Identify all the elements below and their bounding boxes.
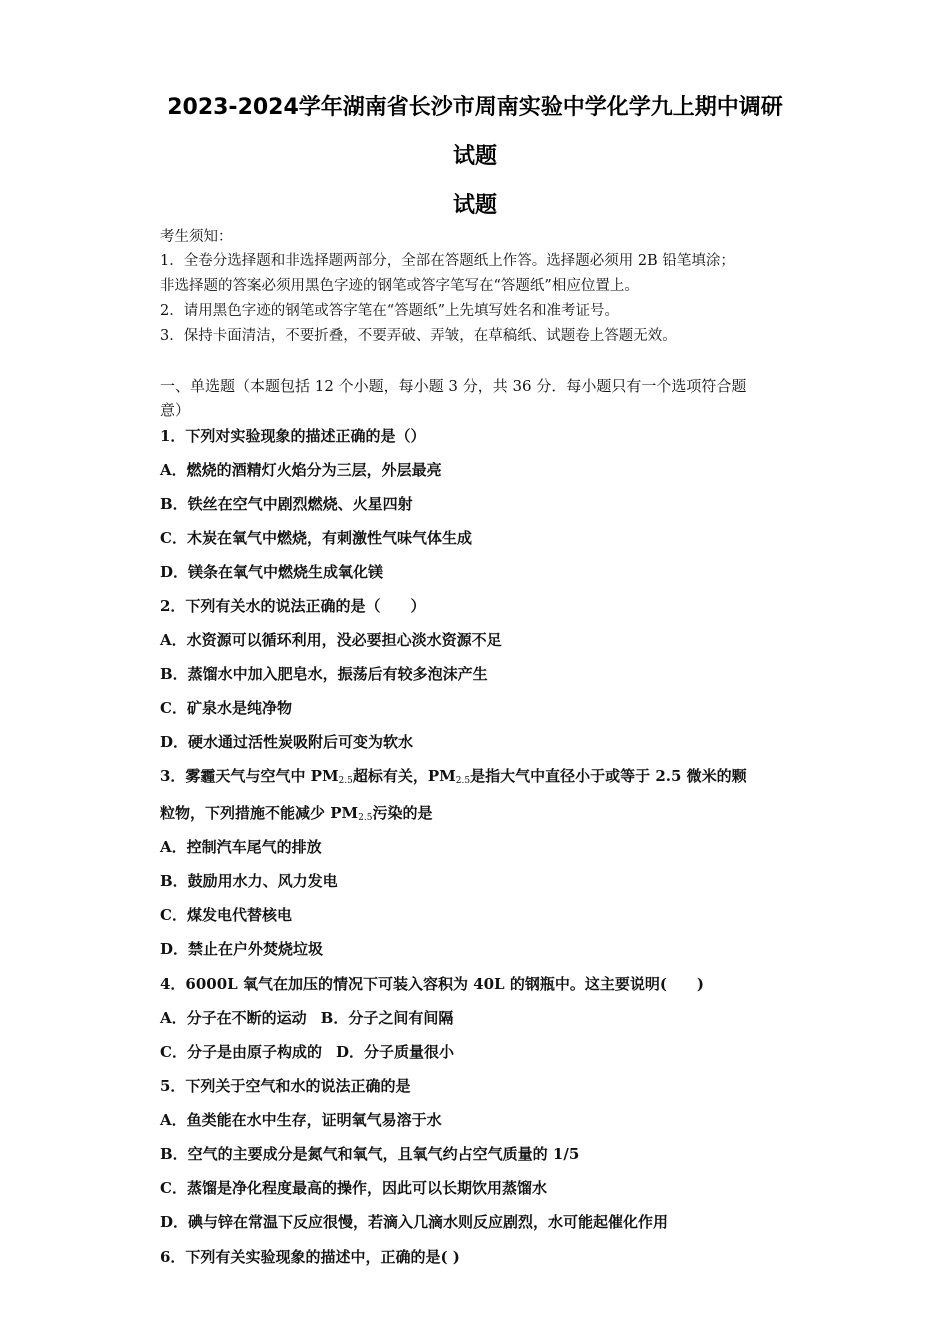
question-1-stem: 1．下列对实验现象的描述正确的是（） (160, 427, 426, 445)
question-1-option-a: A．燃烧的酒精灯火焰分为三层，外层最亮 (160, 461, 442, 479)
question-3-stem-line1 (160, 766, 747, 791)
question-1-option-c: C．木炭在氧气中燃烧，有刺激性气味气体生成 (160, 529, 472, 547)
exam-title-line2: 试题 (452, 144, 497, 169)
notice-item-1b: 非选择题的答案必须用黑色字迹的钢笔或答字笔写在“答题纸”相应位置上。 (160, 278, 639, 294)
question-3-stem-line2 (160, 803, 432, 828)
question-4-options-row2 (160, 1042, 454, 1062)
question-6-stem: 6．下列有关实验现象的描述中，正确的是( ) (160, 1248, 460, 1266)
question-3-option-c: C．煤发电代替核电 (160, 906, 292, 924)
question-4-option-d: D．分子质量很小 (335, 1043, 454, 1061)
question-3-option-d: D．禁止在户外焚烧垃圾 (160, 940, 324, 958)
question-1-option-b: B．铁丝在空气中剧烈燃烧、火星四射 (160, 495, 413, 513)
section-heading-line2: 意） (160, 401, 191, 419)
question-3-option-a: A．控制汽车尾气的排放 (160, 838, 322, 856)
question-3-text-part3: 是指大气中直径小于或等于 2.5 微米的颗 (470, 767, 747, 785)
question-3-option-b: B．鼓励用水力、风力发电 (160, 872, 338, 890)
question-3-text-part2: 超标有关，PM (352, 767, 456, 785)
question-5-option-c: C．蒸馏是净化程度最高的操作，因此可以长期饮用蒸馏水 (160, 1179, 547, 1197)
notice-heading: 考生须知： (160, 229, 233, 245)
question-3-text-part5: 污染的是 (372, 804, 433, 822)
pm25-subscript: 2.5 (338, 776, 353, 786)
question-2-option-b: B．蒸馏水中加入肥皂水，振荡后有较多泡沫产生 (160, 665, 488, 683)
exam-title-line3: 试题 (452, 193, 497, 218)
question-3-text-part4: 粒物，下列措施不能减少 PM (160, 804, 359, 822)
question-4-option-a: A．分子在不断的运动 (160, 1009, 307, 1027)
question-3-text-part1: 3．雾霾天气与空气中 PM (160, 767, 339, 785)
question-5-option-b: B．空气的主要成分是氮气和氧气，且氧气约占空气质量的 1/5 (160, 1145, 580, 1163)
question-2-stem: 2．下列有关水的说法正确的是（ ） (160, 597, 426, 615)
question-1-option-d: D．镁条在氧气中燃烧生成氧化镁 (160, 563, 384, 581)
question-2-option-c: C．矿泉水是纯净物 (160, 699, 292, 717)
question-4-stem: 4．6000L 氧气在加压的情况下可装入容积为 40L 的钢瓶中。这主要说明( ) (160, 975, 705, 993)
pm25-subscript: 2.5 (455, 776, 471, 786)
notice-item-3: 3．保持卡面清洁，不要折叠，不要弄破、弄皱，在草稿纸、试题卷上答题无效。 (160, 328, 677, 344)
question-2-option-d: D．硬水通过活性炭吸附后可变为软水 (160, 733, 414, 751)
question-4-options-row1 (160, 1008, 453, 1028)
question-4-option-b: B．分子之间有间隔 (320, 1009, 454, 1027)
question-5-stem: 5．下列关于空气和水的说法正确的是 (160, 1077, 411, 1095)
pm25-subscript: 2.5 (358, 813, 373, 823)
question-5-option-d: D．碘与锌在常温下反应很慢，若滴入几滴水则反应剧烈，水可能起催化作用 (160, 1213, 669, 1231)
exam-title-line1: 2023-2024学年湖南省长沙市周南实验中学化学九上期中调研 (167, 95, 783, 120)
question-4-option-c: C．分子是由原子构成的 (160, 1043, 322, 1061)
notice-item-1a: 1．全卷分选择题和非选择题两部分，全部在答题纸上作答。选择题必须用 2B 铅笔填涂； (160, 253, 735, 269)
question-2-option-a: A．水资源可以循环利用，没必要担心淡水资源不足 (160, 631, 502, 649)
notice-item-2: 2．请用黑色字迹的钢笔或答字笔在“答题纸”上先填写姓名和准考证号。 (160, 303, 620, 319)
section-heading-line1: 一、单选题（本题包括 12 个小题，每小题 3 分，共 36 分．每小题只有一个选项符合题 (160, 377, 747, 395)
question-5-option-a: A．鱼类能在水中生存，证明氧气易溶于水 (160, 1111, 442, 1129)
